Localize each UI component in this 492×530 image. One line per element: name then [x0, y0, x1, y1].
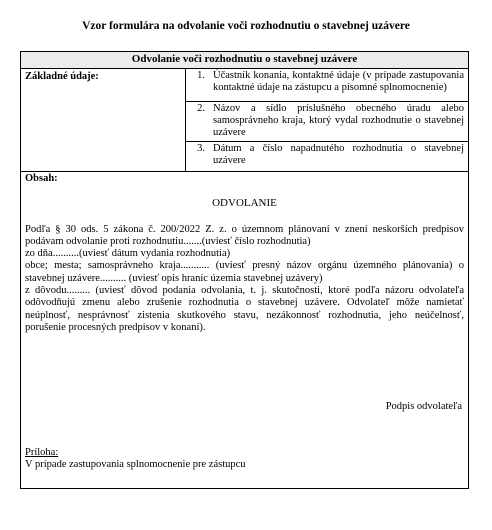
item-number: 1.: [197, 70, 205, 81]
content-label: Obsah:: [25, 173, 58, 184]
body-paragraph: obce; mesta; samosprávneho kraja........... (uviesť presný názov orgánu územného plánovania) o stavebnej uzávere.......... (uviesť opis hraníc územia stavebnej uzávery): [25, 260, 464, 284]
basic-info-items: [185, 69, 468, 171]
signature-label: Podpis odvolateľa: [385, 401, 462, 412]
basic-info-item: [186, 142, 468, 171]
item-text: Dátum a číslo napadnutého rozhodnutia o stavebnej uzávere: [213, 143, 464, 166]
body-paragraph: zo dňa..........(uviesť dátum vydania rozhodnutia): [25, 248, 231, 260]
body-paragraph: z dôvodu......... (uviesť dôvod podania odvolania, t. j. skutočnosti, ktoré podľa názoru odvolateľa odôvodňujú zmenu alebo zrušenie rozhodnutia o stavebnej uzávere. Odvolateľ môže namietať neúplnosť, nesprávnosť zistenia skutkového stavu, nezákonnosť rozhodnutia, jeho neúčelnosť, porušenie procesných predpisov v konaní).: [25, 285, 464, 333]
basic-info-item: [186, 102, 468, 142]
annex-section: [25, 447, 246, 471]
document-title: Vzor formulára na odvolanie voči rozhodnutiu o stavebnej uzávere: [82, 20, 410, 32]
item-number: 3.: [197, 143, 205, 154]
item-text: Názov a sídlo príslušného obecného úradu alebo samosprávneho kraja, ktorý vydal rozhodnutie o stavebnej uzávere: [213, 103, 464, 138]
form-title: Odvolanie voči rozhodnutiu o stavebnej uzávere: [21, 52, 468, 69]
appeal-heading: ODVOLANIE: [212, 197, 277, 210]
content-section: [21, 173, 468, 470]
appeal-body: [25, 224, 464, 335]
annex-label: Príloha:: [25, 447, 59, 458]
basic-info-section: [21, 69, 468, 172]
annex-text: V prípade zastupovania splnomocnenie pre zástupcu: [25, 459, 246, 470]
item-number: 2.: [197, 103, 205, 114]
basic-info-item: [186, 69, 468, 102]
body-paragraph: Podľa § 30 ods. 5 zákona č. 200/2022 Z. z. o územnom plánovaní v znení neskorších predpisov podávam odvolanie proti rozhodnutiu.......(uviesť číslo rozhodnutia): [25, 223, 464, 247]
item-text: Účastník konania, kontaktné údaje (v prípade zastupovania kontaktné údaje na zástupcu a písomné splnomocnenie): [213, 70, 464, 93]
basic-info-label: Základné údaje:: [25, 71, 99, 82]
appeal-form: [20, 51, 469, 489]
